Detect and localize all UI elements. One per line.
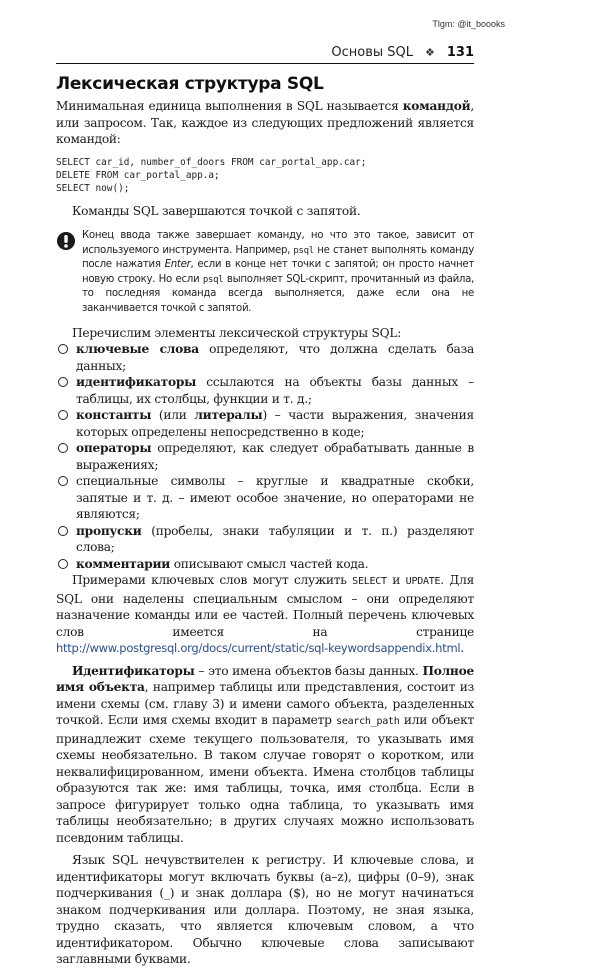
diamond-ornament-icon: ❖: [424, 45, 435, 59]
circle-bullet-icon: [58, 410, 68, 420]
text: – это имена объектов базы данных.: [194, 663, 423, 678]
text: специальные символы – круглые и квадратные скобки, запятые и т. д. – имеют особое значение, но операторами не являются;: [76, 474, 474, 522]
text: ссылаются на объекты базы данных – таблицы, их столбцы, функции и т. д.;: [76, 375, 474, 406]
bold-term: операторы: [76, 441, 152, 456]
code-line: DELETE FROM car_portal_app.a;: [56, 169, 220, 181]
watermark: Tlgm: @it_boooks: [432, 19, 505, 29]
list-item: [56, 407, 474, 440]
note-text: [82, 229, 474, 317]
bold-term: константы: [76, 408, 152, 423]
identifiers-paragraph: [56, 663, 474, 847]
section-title: Лексическая структура SQL: [56, 74, 324, 94]
keywords-paragraph: [56, 572, 474, 657]
text: (или: [151, 408, 195, 423]
text: ) – части выражения, значения которых определены непосредственно в коде;: [76, 408, 474, 439]
semicolon-note: Команды SQL завершаются точкой с запятой.: [72, 203, 361, 218]
text: (пробелы, знаки табуляции и т. п.) разделяют слова;: [76, 523, 474, 555]
text: выполняет SQL-скрипт, прочитанный из файла, то последняя команда всегда выполняется, даже если она не заканчивается точкой с запятой.: [82, 273, 475, 314]
text: Минимальная единица выполнения в SQL называется: [56, 99, 403, 113]
inline-code: search_path: [336, 716, 400, 728]
list-intro: Перечислим элементы лексической структуры SQL:: [72, 325, 402, 340]
text: Конец ввода также завершает команду, но что это такое, зависит от используемого инструмента. Например,: [82, 230, 474, 256]
inline-code: psql: [202, 274, 224, 285]
circle-bullet-icon: [58, 476, 68, 486]
code-line: SELECT now();: [56, 182, 130, 194]
page-body: [56, 74, 474, 968]
circle-bullet-icon: [58, 526, 68, 536]
code-line: SELECT car_id, number_of_doors FROM car_portal_app.car;: [56, 156, 367, 168]
list-item: [56, 440, 474, 473]
chapter-title: Основы SQL: [331, 44, 413, 60]
running-head: [56, 41, 474, 64]
text: , или запросом. Так, каждое из следующих предложений является командой:: [56, 99, 474, 146]
circle-bullet-icon: [58, 344, 68, 354]
bold-term: идентификаторы: [76, 375, 197, 390]
bold-term: Полное имя объекта: [56, 663, 474, 695]
italic-term: Enter: [164, 259, 191, 271]
code-block: [56, 156, 474, 195]
bold-term: Идентификаторы: [72, 663, 195, 678]
list-item: [56, 523, 474, 556]
keywords-appendix-link[interactable]: http://www.postgresql.org/docs/current/static/sql-keywordsappendix.html: [56, 641, 461, 656]
text: определяют, как следует обрабатывать данные в выражениях;: [76, 441, 474, 472]
page-number: 131: [446, 44, 474, 60]
text: не станет выполнять команду после нажатия: [82, 244, 474, 271]
case-paragraph: Язык SQL нечувствителен к регистру. И ключевые слова, и идентификаторы могут включать буквы (a–z), цифры (0–9), знак подчеркивания (_) и знак доллара ($), но не могут начинаться знаком подчеркивания или доллара. Поэтому, не зная языка, трудно сказать, что является ключевым словом, а что идентификатором. Обычно ключевые слова записывают заглавными буквами.: [56, 853, 474, 967]
text: описывают смысл частей кода.: [170, 556, 369, 571]
text: , например таблицы или представления, состоит из имени схемы (см. главу 3) и имени самого объекта, разделенных точкой. Если имя схемы входит в параметр: [56, 680, 474, 728]
list-item: [56, 374, 474, 407]
lexical-elements-list: [56, 341, 474, 572]
text: и: [386, 573, 406, 588]
bold-term: литералы: [194, 408, 263, 423]
note-box: [56, 229, 474, 317]
bold-term: ключевые слова: [76, 342, 199, 357]
text: .: [460, 641, 465, 656]
bold-term: комментарии: [76, 556, 171, 571]
list-item: [56, 556, 474, 573]
list-item: [56, 473, 474, 523]
circle-bullet-icon: [58, 559, 68, 569]
bold-term: командой: [402, 99, 471, 113]
list-item: [56, 341, 474, 374]
circle-bullet-icon: [58, 443, 68, 453]
text: или объект принадлежит схеме текущего пользователя, то указывать имя схемы необязательно. В таком случае говорят о коротком, или неквалифицированном, имени объекта. Имена столбцов таблицы образуются так же: имя таблицы, точка, имя столбца. Если в запросе фигурирует только одна таблица, то указывать имя таблицы необязательно; в других случаях можно использовать псевдоним таблицы.: [56, 713, 474, 845]
bold-term: пропуски: [76, 523, 142, 538]
intro-paragraph: [56, 98, 474, 148]
inline-code: SELECT: [352, 576, 387, 588]
text: , если в конце нет точки с запятой; он просто начнет новую строку. Но если: [82, 259, 474, 285]
text: определяют, что должна сделать база данных;: [76, 342, 474, 373]
text: . Для SQL они наделены специальным смыслом – они определяют назначение команды или ее частей. Полный перечень ключевых слов имеется на странице: [56, 573, 475, 639]
exclamation-circle-icon: [56, 231, 82, 251]
inline-code: UPDATE: [405, 576, 441, 588]
text: Примерами ключевых слов могут служить: [72, 573, 353, 588]
inline-code: psql: [293, 245, 314, 256]
circle-bullet-icon: [58, 377, 68, 387]
